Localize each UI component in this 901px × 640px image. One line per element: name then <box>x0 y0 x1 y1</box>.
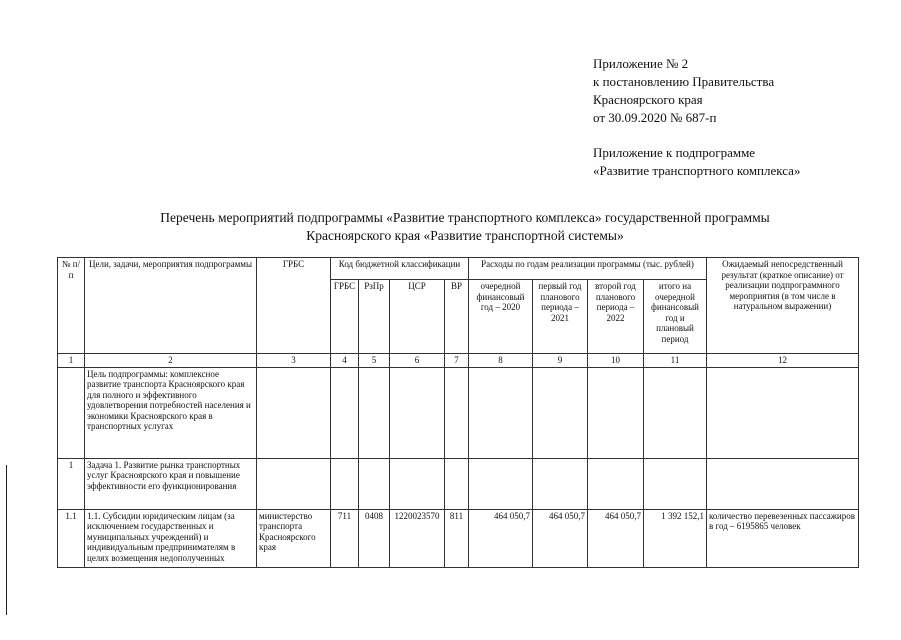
item-total: 1 392 152,1 <box>644 509 707 567</box>
header-2021: первый год планового периода – 2021 <box>533 280 588 354</box>
item-text: 1.1. Субсидии юридическим лицам (за исключением государственных и муниципальных учреждений) и индивидуальным предпринимателям в целях возмещения недополученных <box>85 509 257 567</box>
table-row-goal <box>58 367 859 458</box>
column-number: 12 <box>707 354 859 368</box>
column-number: 9 <box>533 354 588 368</box>
task-text: Задача 1. Развитие рынка транспортных услуг Красноярского края и повышение эффективности его функционирования <box>85 458 257 509</box>
header-2020: очередной финансовый год – 2020 <box>469 280 533 354</box>
decree-reference <box>593 55 800 180</box>
item-2022: 464 050,7 <box>588 509 644 567</box>
item-grbs: министерство транспорта Красноярского края <box>257 509 331 567</box>
item-vr: 811 <box>445 509 469 567</box>
document-title <box>40 209 890 245</box>
column-number: 10 <box>588 354 644 368</box>
column-number: 3 <box>257 354 331 368</box>
table-row-item <box>58 509 859 567</box>
header-rzpr: РзПр <box>359 280 390 354</box>
header-grbs-code: ГРБС <box>331 280 359 354</box>
measures-table <box>57 257 859 568</box>
item-grbs-code: 711 <box>331 509 359 567</box>
appendix-number: Приложение № 2 <box>593 56 689 71</box>
column-number: 11 <box>644 354 707 368</box>
item-2021: 464 050,7 <box>533 509 588 567</box>
header-2022: второй год планового периода – 2022 <box>588 280 644 354</box>
margin-line <box>6 465 7 615</box>
header-budget-code: Код бюджетной классификации <box>331 258 469 280</box>
column-number: 6 <box>390 354 445 368</box>
subprogram-name: «Развитие транспортного комплекса» <box>593 163 801 178</box>
item-csr: 1220023570 <box>390 509 445 567</box>
item-rzpr: 0408 <box>359 509 390 567</box>
header-total: итого на очередной финансовый год и плановый период <box>644 280 707 354</box>
item-num: 1.1 <box>58 509 85 567</box>
task-num: 1 <box>58 458 85 509</box>
header-csr: ЦСР <box>390 280 445 354</box>
column-number: 7 <box>445 354 469 368</box>
header-expenses: Расходы по годам реализации программы (тыс. рублей) <box>469 258 707 280</box>
item-2020: 464 050,7 <box>469 509 533 567</box>
table-row-task <box>58 458 859 509</box>
column-number: 1 <box>58 354 85 368</box>
column-number: 5 <box>359 354 390 368</box>
column-number: 4 <box>331 354 359 368</box>
goal-text: Цель подпрограммы: комплексное развитие транспорта Красноярского края для полного и эффективного удовлетворения потребностей населения и экономики Красноярского края в транспортных услугах <box>85 367 257 458</box>
decree-line: к постановлению Правительства <box>593 74 775 89</box>
title-line-1: Перечень мероприятий подпрограммы «Развитие транспортного комплекса» государственной программы <box>160 210 770 225</box>
title-line-2: Красноярского края «Развитие транспортной системы» <box>306 228 624 243</box>
header-goals: Цели, задачи, мероприятия подпрограммы <box>85 258 257 354</box>
header-num: № п/п <box>58 258 85 354</box>
decree-date: от 30.09.2020 № 687-п <box>593 110 717 125</box>
header-vr: ВР <box>445 280 469 354</box>
header-grbs: ГРБС <box>257 258 331 354</box>
column-number: 8 <box>469 354 533 368</box>
item-result: количество перевезенных пассажиров в год – 6195865 человек <box>707 509 859 567</box>
column-number: 2 <box>85 354 257 368</box>
column-number-row <box>58 354 859 368</box>
header-row <box>58 258 859 280</box>
subprogram-appendix: Приложение к подпрограмме <box>593 145 756 160</box>
header-result: Ожидаемый непосредственный результат (краткое описание) от реализации подпрограммного мероприятия (в том числе в натуральном выражении) <box>707 258 859 354</box>
region-line: Красноярского края <box>593 92 703 107</box>
